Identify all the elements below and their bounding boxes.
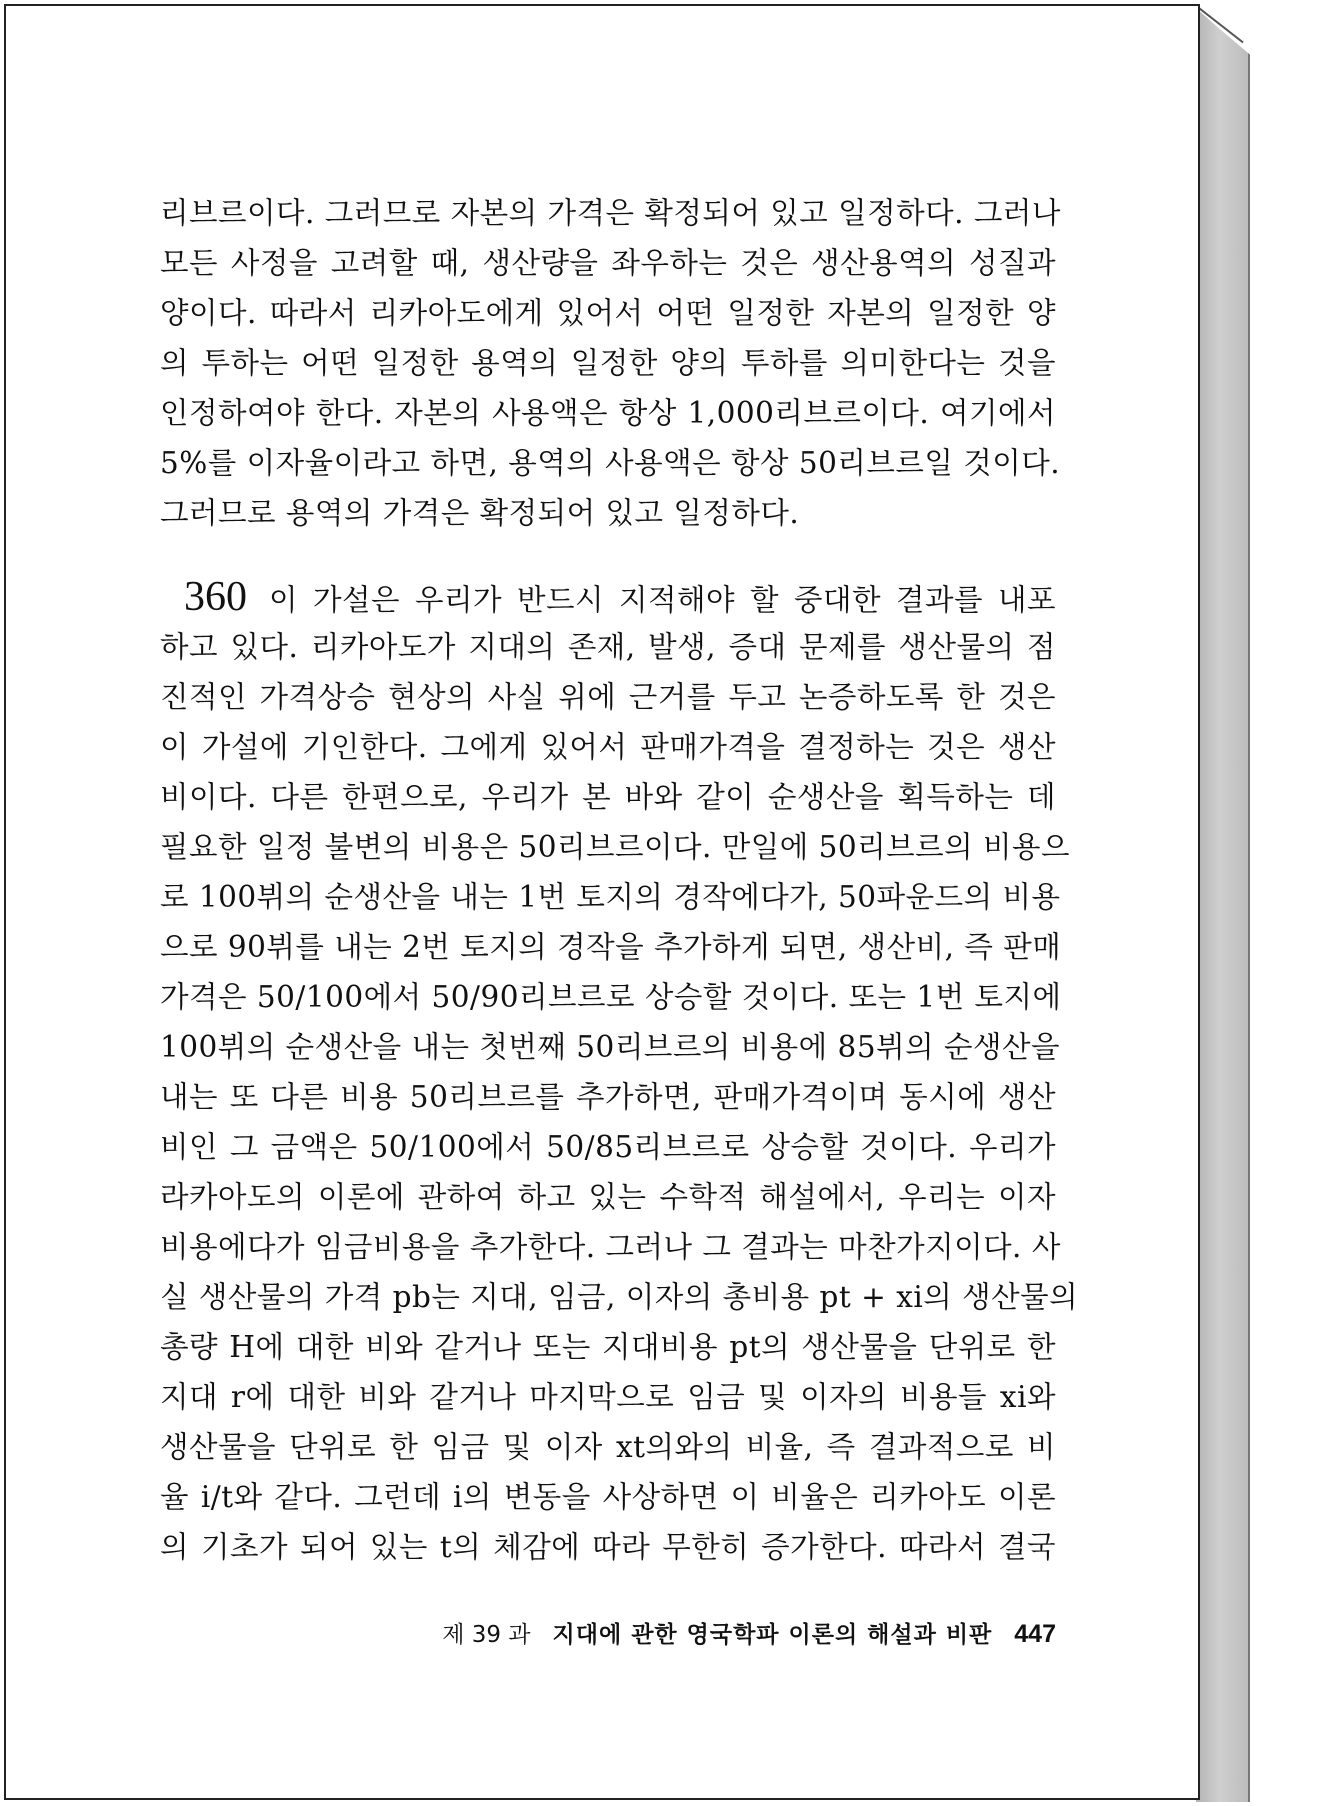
page-footer	[390, 1616, 1056, 1649]
text-line: 라카아도의 이론에 관하여 하고 있는 수학적 해설에서, 우리는 이자	[160, 1180, 1056, 1214]
text-line: 로 100뷔의 순생산을 내는 1번 토지의 경작에다가, 50파운드의 비용	[160, 880, 1061, 914]
text-line: 양이다. 따라서 리카아도에게 있어서 어떤 일정한 자본의 일정한 양	[160, 296, 1056, 330]
text-line: 그러므로 용역의 가격은 확정되어 있고 일정하다.	[160, 496, 800, 530]
text-line: 인정하여야 한다. 자본의 사용액은 항상 1,000리브르이다. 여기에서	[160, 396, 1056, 430]
text-line: 이 가설에 기인한다. 그에게 있어서 판매가격을 결정하는 것은 생산	[160, 730, 1056, 764]
text-line: 지대 r에 대한 비와 같거나 마지막으로 임금 및 이자의 비용들 xi와	[160, 1380, 1056, 1414]
text-line: 생산물을 단위로 한 임금 및 이자 xt의와의 비율, 즉 결과적으로 비	[160, 1430, 1056, 1464]
text-line: 내는 또 다른 비용 50리브르를 추가하면, 판매가격이며 동시에 생산	[160, 1080, 1056, 1114]
text-line: 5%를 이자율이라고 하면, 용역의 사용액은 항상 50리브르일 것이다.	[160, 446, 1061, 480]
text-line: 율 i/t와 같다. 그런데 i의 변동을 사상하면 이 비율은 리카아도 이론	[160, 1480, 1056, 1514]
text-line: 이 가설은 우리가 반드시 지적해야 할 중대한 결과를 내포	[269, 583, 1056, 617]
text-line: 의 기초가 되어 있는 t의 체감에 따라 무한히 증가한다. 따라서 결국	[160, 1530, 1056, 1564]
text-line: 실 생산물의 가격 pb는 지대, 임금, 이자의 총비용 pt + xi의 생산물의	[160, 1280, 1079, 1314]
text-line: 으로 90뷔를 내는 2번 토지의 경작을 추가하게 되면, 생산비, 즉 판매	[160, 930, 1062, 964]
paragraph-continued	[160, 188, 1061, 538]
section-number: 360	[184, 574, 247, 620]
page-edge-shadow	[1196, 8, 1250, 1802]
section-360	[160, 572, 1079, 1572]
text-line: 모든 사정을 고려할 때, 생산량을 좌우하는 것은 생산용역의 성질과	[160, 246, 1056, 280]
section-first-line	[160, 572, 1056, 622]
text-line: 비이다. 다른 한편으로, 우리가 본 바와 같이 순생산을 획득하는 데	[160, 780, 1056, 814]
footer-title: 지대에 관한 영국학파 이론의 해설과 비판	[552, 1622, 993, 1648]
text-line: 총량 H에 대한 비와 같거나 또는 지대비용 pt의 생산물을 단위로 한	[160, 1330, 1056, 1364]
text-line: 필요한 일정 불변의 비용은 50리브르이다. 만일에 50리브르의 비용으	[160, 830, 1071, 864]
text-line: 진적인 가격상승 현상의 사실 위에 근거를 두고 논증하도록 한 것은	[160, 680, 1056, 714]
footer-chapter: 제 39 과	[442, 1622, 531, 1648]
text-line: 비인 그 금액은 50/100에서 50/85리브르로 상승할 것이다. 우리가	[160, 1130, 1056, 1164]
text-line: 하고 있다. 리카아도가 지대의 존재, 발생, 증대 문제를 생산물의 점	[160, 630, 1056, 664]
text-line: 100뷔의 순생산을 내는 첫번째 50리브르의 비용에 85뷔의 순생산을	[160, 1030, 1060, 1064]
page-number: 447	[1014, 1620, 1056, 1648]
text-line: 비용에다가 임금비용을 추가한다. 그러나 그 결과는 마찬가지이다. 사	[160, 1230, 1061, 1264]
text-line: 의 투하는 어떤 일정한 용역의 일정한 양의 투하를 의미한다는 것을	[160, 346, 1056, 380]
text-line: 가격은 50/100에서 50/90리브르로 상승할 것이다. 또는 1번 토지에	[160, 980, 1062, 1014]
text-line: 리브르이다. 그러므로 자본의 가격은 확정되어 있고 일정하다. 그러나	[160, 196, 1061, 230]
